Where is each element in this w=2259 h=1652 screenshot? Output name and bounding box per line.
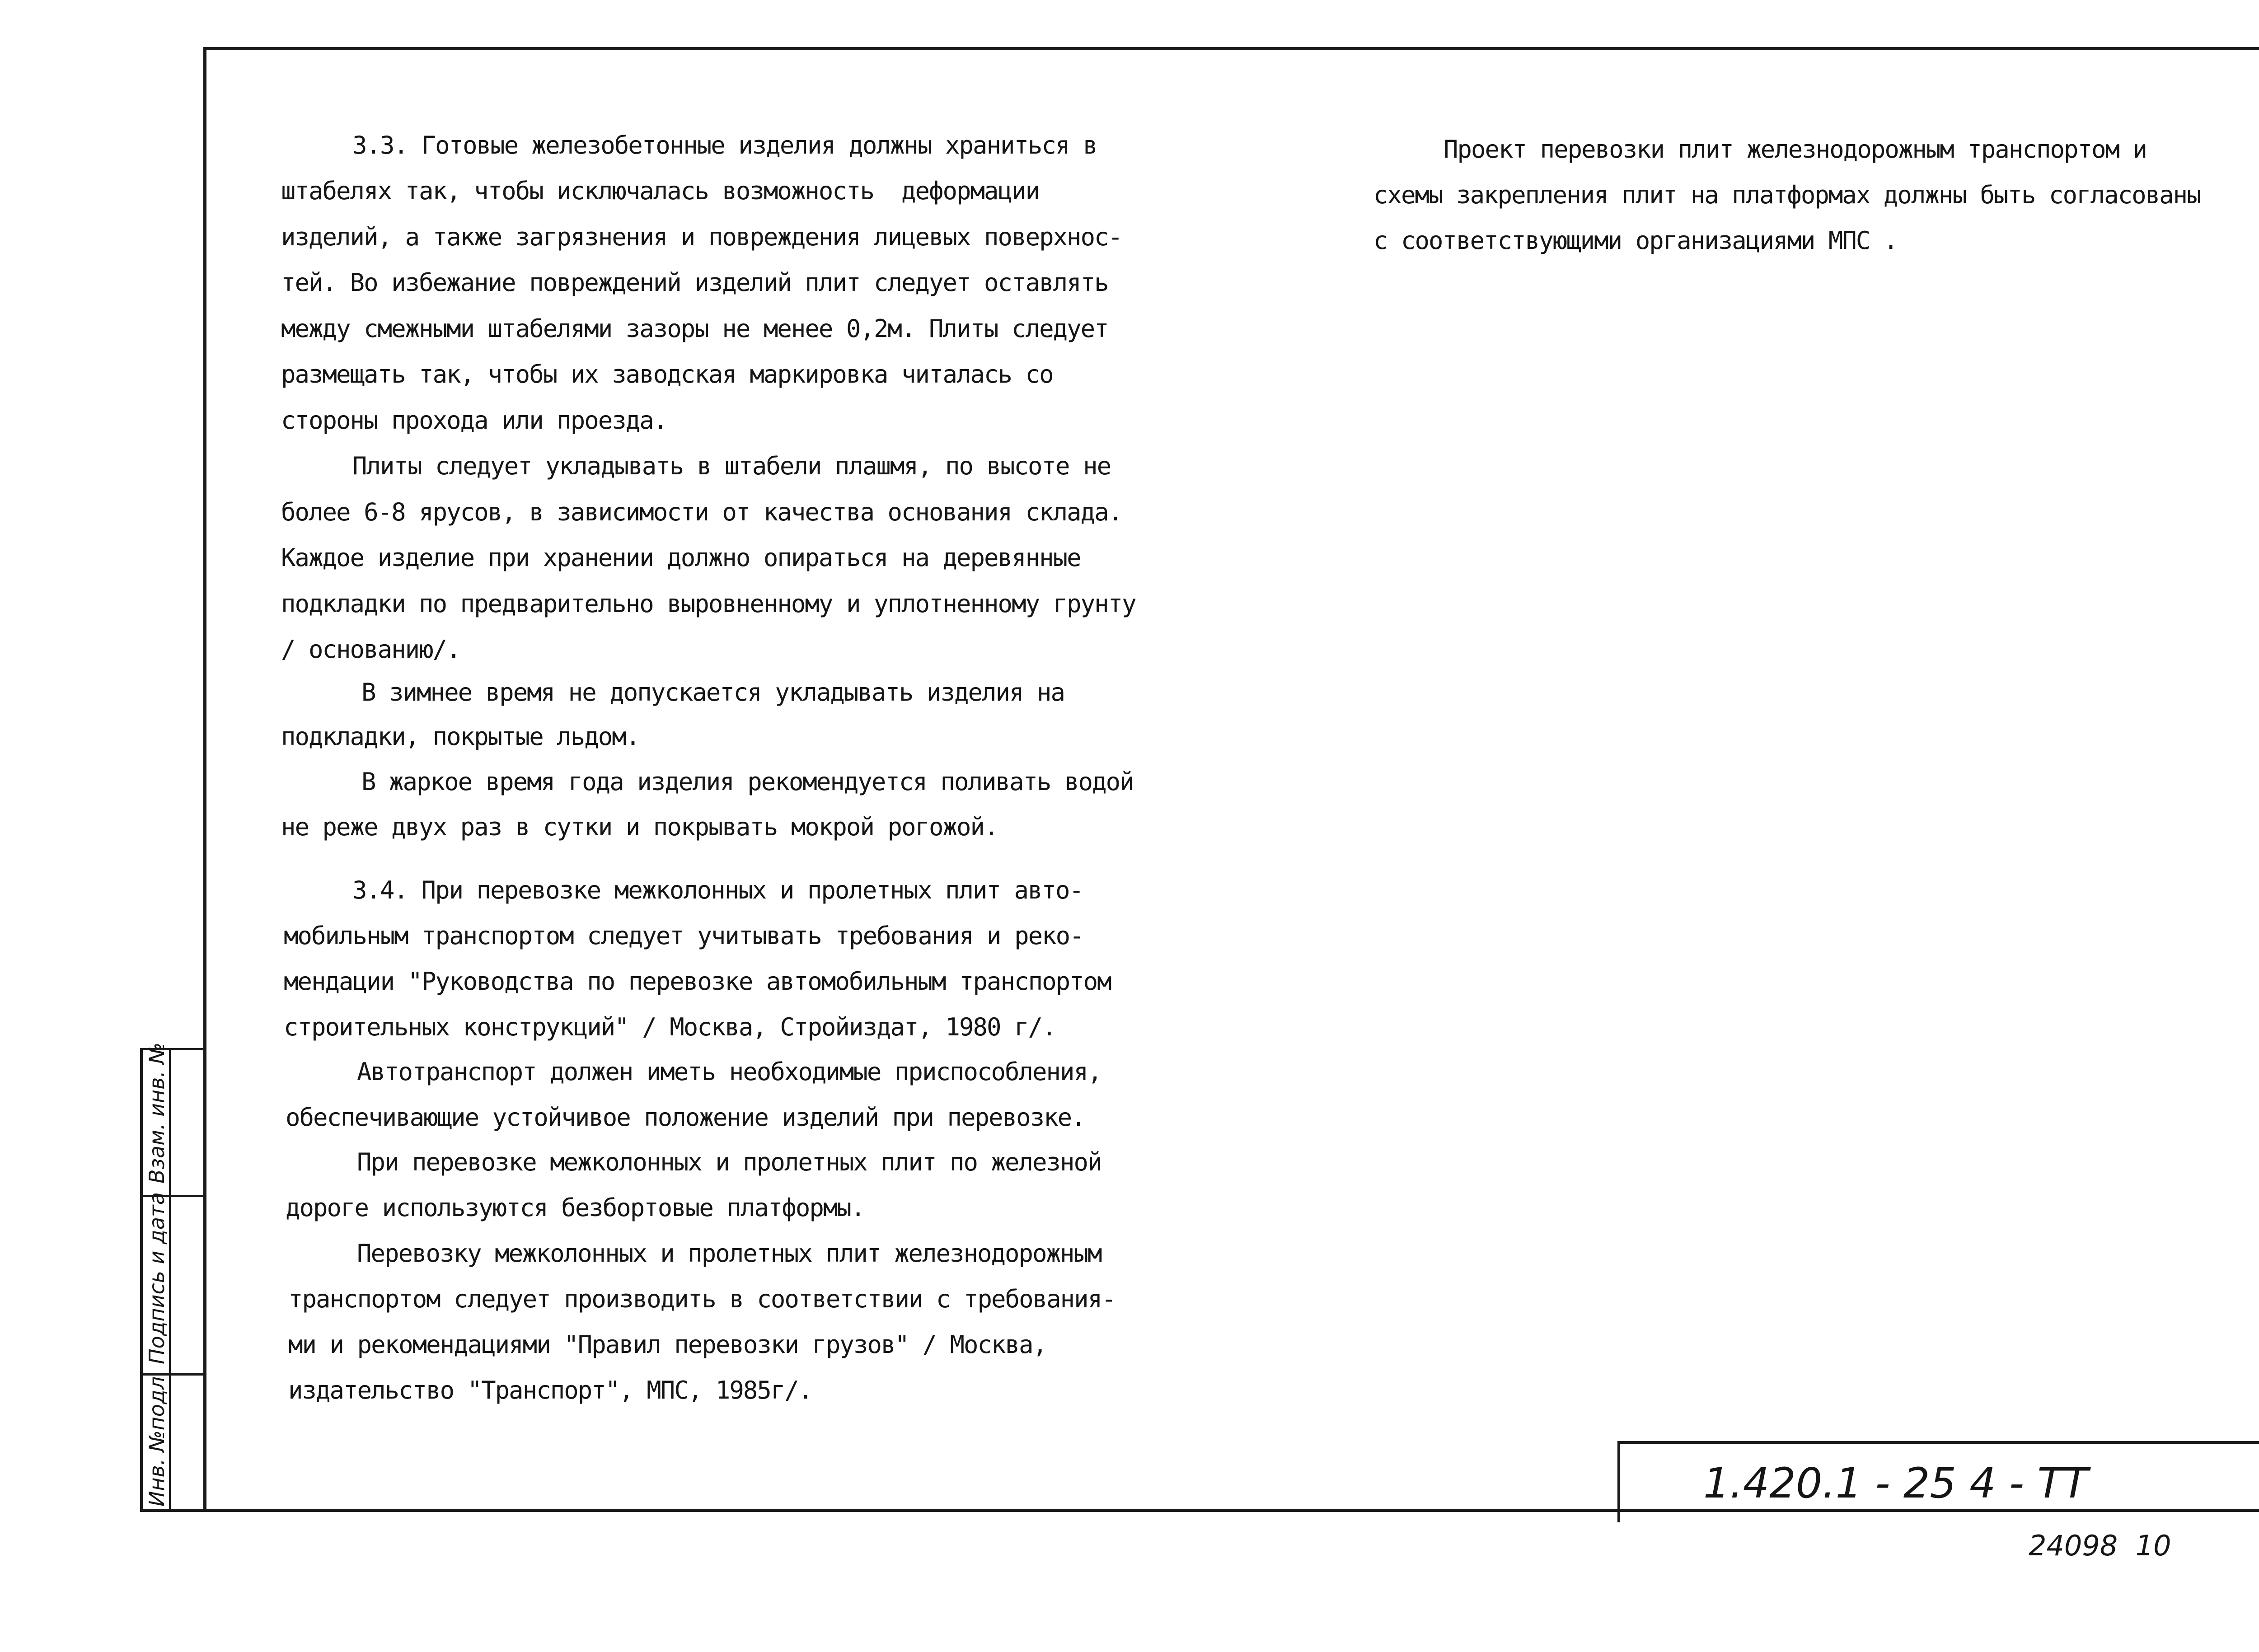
frame-top: [204, 47, 2259, 50]
line-rail-3: Перевозку межколонных и пролетных плит железнодорожным: [357, 1239, 1101, 1268]
line-rail-2: дороге используются безбортовые платформы.: [286, 1193, 865, 1222]
line-auto-2: обеспечивающие устойчивое положение изделий при перевозке.: [286, 1103, 1085, 1132]
line-3-3-6: размещать так, чтобы их заводская маркировка читалась со: [281, 360, 1053, 388]
line-stack-1: Плиты следует укладывать в штабели плашмя, по высоте не: [352, 452, 1111, 480]
line-stack-4: подкладки по предварительно выровненному и уплотненному грунту: [281, 590, 1136, 618]
line-3-3-4: тей. Во избежание повреждений изделий плит следует оставлять: [281, 268, 1108, 297]
line-stack-3: Каждое изделие при хранении должно опираться на деревянные: [281, 543, 1081, 572]
line-3-3-2: штабелях так, чтобы исключалась возможность деформации: [281, 177, 1040, 205]
line-rail-6: издательство "Транспорт", МПС, 1985г/.: [288, 1376, 812, 1404]
line-rail-4: транспортом следует производить в соответствии с требования-: [288, 1285, 1115, 1313]
side-stamp-div-2: [140, 1373, 203, 1376]
line-3-3-5: между смежными штабелями зазоры не менее 0,2м. Плиты следует: [281, 314, 1108, 343]
line-3-4-1: 3.4. При перевозке межколонных и пролетных плит авто-: [352, 876, 1083, 904]
title-block: [1617, 1441, 2259, 1531]
title-block-left: [1617, 1441, 1620, 1522]
line-stack-5: / основанию/.: [281, 635, 460, 664]
line-3-3-7: стороны прохода или проезда.: [281, 406, 667, 435]
side-stamp-mid: [169, 1048, 171, 1512]
line-3-4-4: строительных конструкций" / Москва, Стройиздат, 1980 г/.: [284, 1013, 1056, 1041]
doc-code: 1.420.1 - 25 4 - ТТ: [1703, 1459, 2088, 1507]
line-winter-2: подкладки, покрытые льдом.: [281, 722, 640, 751]
footer-number: 24098 10: [2029, 1529, 2171, 1562]
label-inv-podl: Инв. №подл: [145, 1376, 169, 1507]
line-winter-1: В зимнее время не допускается укладывать изделия на: [361, 678, 1065, 707]
line-3-4-2: мобильным транспортом следует учитывать требования и реко-: [284, 922, 1083, 950]
label-vzam-inv: Взам. инв. №: [145, 1042, 169, 1184]
line-summer-2: не реже двух раз в сутки и покрывать мокрой рогожой.: [281, 813, 998, 841]
line-summer-1: В жаркое время года изделия рекомендуется поливать водой: [361, 768, 1134, 796]
label-podpis-data: Подпись и дата: [145, 1192, 169, 1364]
right-line-2: схемы закрепления плит на платформах должны быть согласованы: [1373, 181, 2201, 209]
side-stamp-outer-left: [140, 1048, 143, 1512]
line-3-3-1: 3.3. Готовые железобетонные изделия должны храниться в: [352, 131, 1097, 159]
line-auto-1: Автотранспорт должен иметь необходимые приспособления,: [357, 1058, 1101, 1086]
frame-left: [203, 47, 206, 1512]
line-3-4-3: мендации "Руководства по перевозке автомобильным транспортом: [284, 967, 1111, 996]
right-line-1: Проект перевозки плит железнодорожным транспортом и: [1444, 135, 2147, 164]
side-stamp: [140, 1042, 203, 1512]
right-line-3: с соответствующими организациями МПС .: [1373, 226, 1898, 255]
line-rail-5: ми и рекомендациями "Правил перевозки грузов" / Москва,: [288, 1330, 1047, 1359]
line-3-3-3: изделий, а также загрязнения и повреждения лицевых поверхнос-: [281, 223, 1122, 251]
line-rail-1: При перевозке межколонных и пролетных плит по железной: [357, 1148, 1101, 1176]
title-block-top: [1617, 1441, 2259, 1444]
line-stack-2: более 6-8 ярусов, в зависимости от качества основания склада.: [281, 498, 1122, 526]
